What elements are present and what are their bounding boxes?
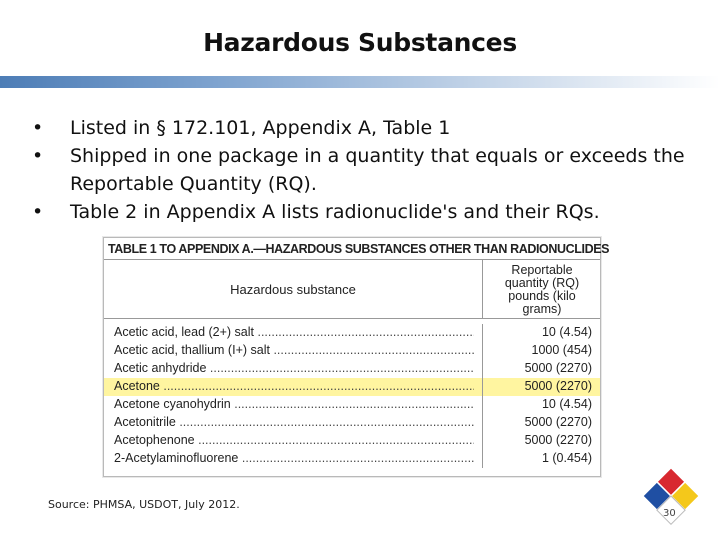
table-row (104, 324, 600, 342)
rq-value: 1000 (454) (531, 343, 592, 357)
header-rq-line: Reportable (511, 263, 573, 277)
table-row (104, 378, 600, 396)
rq-value: 10 (4.54) (541, 397, 592, 411)
header-rq-line: grams) (522, 302, 562, 316)
rq-value: 10 (4.54) (541, 325, 592, 339)
substance-name: Acetic acid, lead (2+) salt ..... (114, 325, 474, 339)
table-body (104, 324, 600, 468)
header-substance: Hazardous substance (104, 260, 483, 318)
column-divider (482, 378, 483, 396)
bullet-item (30, 114, 700, 142)
header-rq (484, 264, 600, 316)
title-bar (0, 76, 720, 88)
bullet-text: Table 2 in Appendix A lists radionuclide's and their RQs. (70, 201, 600, 223)
table-caption: TABLE 1 TO APPENDIX A.—HAZARDOUS SUBSTANCES OTHER THAN RADIONUCLIDES (108, 242, 610, 256)
table-header (104, 259, 600, 319)
bullet-list (30, 114, 700, 226)
table-row (104, 360, 600, 378)
column-divider (482, 360, 483, 378)
header-rq-line: pounds (kilo (508, 289, 576, 303)
bullet-glyph: • (32, 201, 44, 223)
table-row (104, 414, 600, 432)
substance-name: Acetic anhydride ..... (114, 361, 474, 375)
table-row (104, 396, 600, 414)
bullet-item (30, 198, 700, 226)
column-divider (482, 450, 483, 468)
source-citation: Source: PHMSA, USDOT, July 2012. (48, 498, 240, 511)
bullet-glyph: • (32, 117, 44, 139)
rq-value: 1 (0.454) (541, 451, 592, 465)
substance-name: Acetone ..... (114, 379, 474, 393)
table-row (104, 450, 600, 468)
table-row (104, 342, 600, 360)
rq-value: 5000 (2270) (524, 415, 592, 429)
table-row (104, 432, 600, 450)
rq-value: 5000 (2270) (524, 361, 592, 375)
column-divider (482, 324, 483, 342)
substance-name: Acetic acid, thallium (I+) salt ..... (114, 343, 474, 357)
column-divider (482, 432, 483, 450)
slide-title: Hazardous Substances (203, 28, 517, 57)
rq-value: 5000 (2270) (524, 379, 592, 393)
substance-name: Acetophenone ..... (114, 433, 474, 447)
column-divider (482, 342, 483, 360)
bullet-text: Shipped in one package in a quantity that equals or exceeds the Reportable Quantity (RQ). (70, 145, 685, 195)
bullet-item (30, 142, 700, 198)
hazardous-substances-table (103, 237, 610, 477)
column-divider (482, 396, 483, 414)
substance-name: 2-Acetylaminofluorene ..... (114, 451, 474, 465)
substance-name: Acetone cyanohydrin ..... (114, 397, 474, 411)
rq-value: 5000 (2270) (524, 433, 592, 447)
header-rq-line: quantity (RQ) (504, 276, 580, 290)
column-divider (482, 414, 483, 432)
bullet-text: Listed in § 172.101, Appendix A, Table 1 (70, 117, 451, 139)
bullet-glyph: • (32, 145, 44, 167)
substance-name: Acetonitrile ..... (114, 415, 474, 429)
page-number: 30 (663, 508, 676, 519)
